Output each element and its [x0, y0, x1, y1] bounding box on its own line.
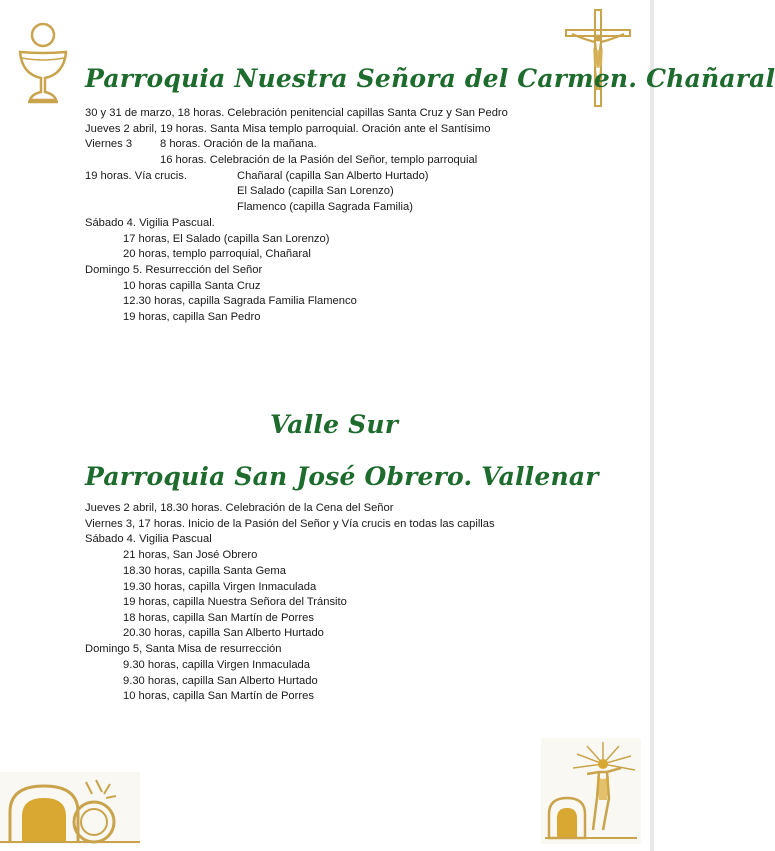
- schedule-line: 20 horas, templo parroquial, Chañaral: [123, 248, 311, 260]
- crucifix-icon: [562, 8, 634, 108]
- risen-christ-icon: [541, 738, 641, 844]
- schedule-line: Sábado 4. Vigilia Pascual: [85, 533, 212, 545]
- schedule-line: 21 horas, San José Obrero: [123, 549, 258, 561]
- section-title-valle-sur: Valle Sur: [270, 410, 399, 439]
- schedule-line: 8 horas. Oración de la mañana.: [160, 138, 317, 150]
- schedule-line: Domingo 5. Resurrección del Señor: [85, 264, 263, 276]
- schedule-line: Jueves 2 abril, 19 horas. Santa Misa templo parroquial. Oración ante el Santísimo: [85, 123, 491, 135]
- section-title-vallenar: Parroquia San José Obrero. Vallenar: [85, 462, 599, 491]
- schedule-line: 19 horas, capilla San Pedro: [123, 311, 261, 323]
- schedule-line: 9.30 horas, capilla San Alberto Hurtado: [123, 675, 318, 687]
- schedule-line: 19 horas. Vía crucis.: [85, 170, 187, 182]
- schedule-line: 12.30 horas, capilla Sagrada Familia Flamenco: [123, 295, 357, 307]
- schedule-line: Viernes 3, 17 horas. Inicio de la Pasión del Señor y Vía crucis en todas las capillas: [85, 518, 495, 530]
- schedule-line: 10 horas capilla Santa Cruz: [123, 280, 261, 292]
- schedule-line: Domingo 5, Santa Misa de resurrección: [85, 643, 282, 655]
- schedule-line: 9.30 horas, capilla Virgen Inmaculada: [123, 659, 310, 671]
- schedule-line: 16 horas. Celebración de la Pasión del Señor, templo parroquial: [160, 154, 478, 166]
- page-edge: [650, 0, 654, 851]
- schedule-line: 20.30 horas, capilla San Alberto Hurtado: [123, 627, 324, 639]
- schedule-line: 10 horas, capilla San Martín de Porres: [123, 690, 314, 702]
- schedule-line: Jueves 2 abril, 18.30 horas. Celebración de la Cena del Señor: [85, 502, 394, 514]
- schedule-line: 17 horas, El Salado (capilla San Lorenzo): [123, 233, 330, 245]
- schedule-line: Flamenco (capilla Sagrada Familia): [237, 201, 413, 213]
- schedule-line: 18.30 horas, capilla Santa Gema: [123, 565, 286, 577]
- schedule-line: 30 y 31 de marzo, 18 horas. Celebración penitencial capillas Santa Cruz y San Pedro: [85, 107, 508, 119]
- chalice-icon: [14, 18, 72, 106]
- schedule-line: Sábado 4. Vigilia Pascual.: [85, 217, 215, 229]
- empty-tomb-icon: [0, 772, 140, 844]
- schedule-line: El Salado (capilla San Lorenzo): [237, 185, 394, 197]
- schedule-line: 18 horas, capilla San Martín de Porres: [123, 612, 314, 624]
- schedule-line: 19 horas, capilla Nuestra Señora del Tránsito: [123, 596, 347, 608]
- schedule-line: Chañaral (capilla San Alberto Hurtado): [237, 170, 429, 182]
- schedule-line: 19.30 horas, capilla Virgen Inmaculada: [123, 581, 317, 593]
- section-title-chanaral: Parroquia Nuestra Señora del Carmen. Chañaral: [85, 64, 775, 93]
- schedule-line: Viernes 3: [85, 138, 133, 150]
